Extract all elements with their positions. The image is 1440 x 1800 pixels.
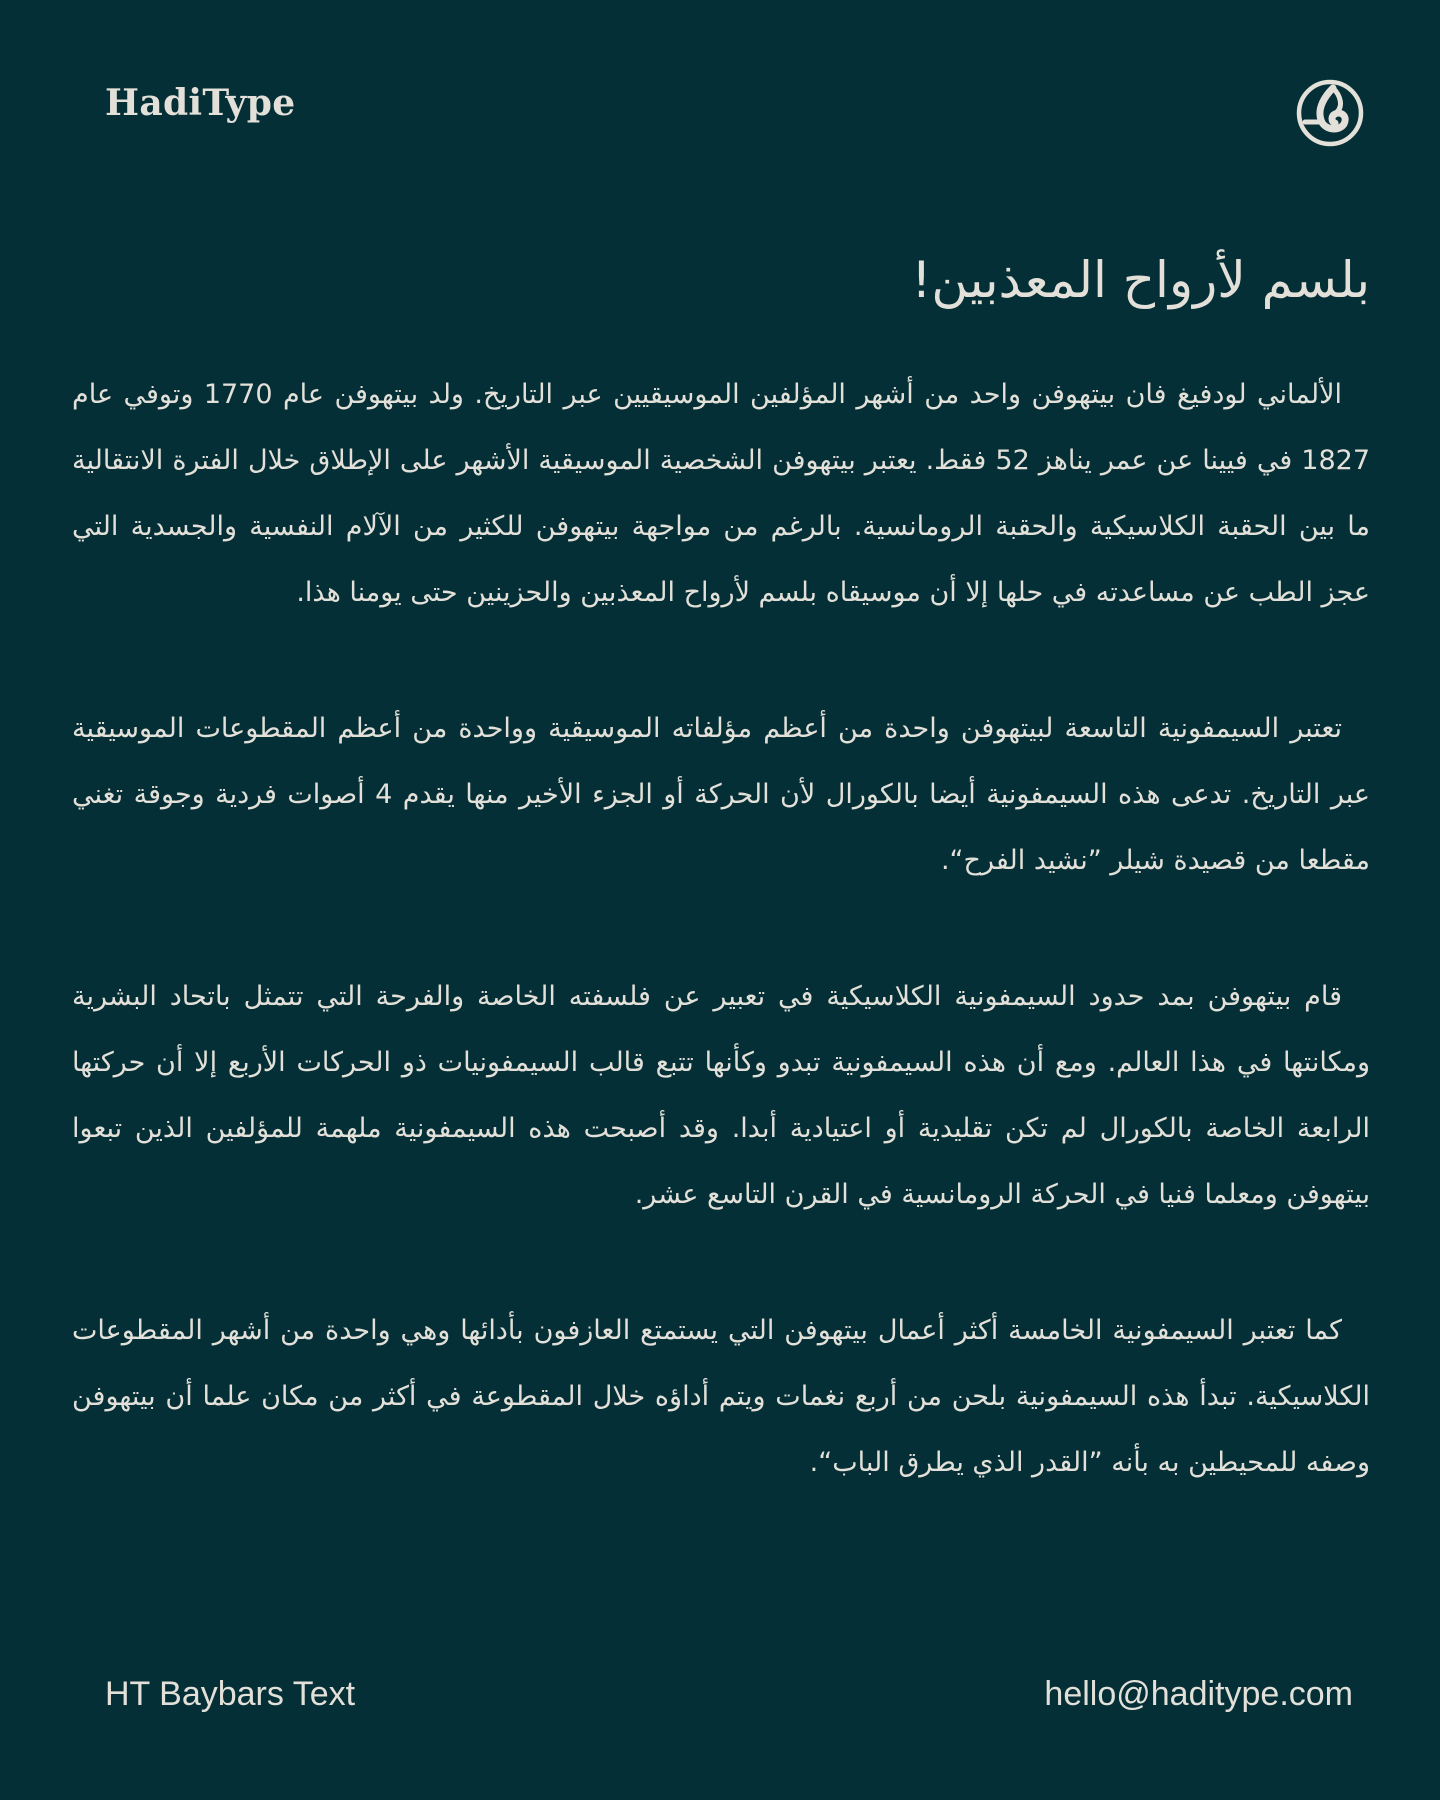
brand-wordmark[interactable] bbox=[105, 82, 295, 124]
contact-email-link[interactable]: hello@haditype.com bbox=[1044, 1675, 1353, 1713]
article-paragraph: كما تعتبر السيمفونية الخامسة أكثر أعمال بيتهوفن التي يستمتع العازفون بأدائها وهي واحدة من أشهر المقطوعات الكلاسيكية. تبدأ هذه السيمفونية بلحن من أربع نغمات ويتم أداؤه خلال المقطوعة في أكثر من مكان علما أن بيتهوفن وصفه للمحيطين به بأنه ”القدر الذي يطرق الباب“. bbox=[72, 1315, 1370, 1478]
brand-wordmark-rest: Type bbox=[202, 82, 296, 124]
typeface-name: HT Baybars Text bbox=[105, 1675, 356, 1713]
brand-wordmark-bold: Hadi bbox=[105, 82, 203, 124]
article-title: بلسم لأرواح المعذبين! bbox=[911, 251, 1370, 309]
leaf-monogram-icon[interactable] bbox=[1295, 78, 1365, 148]
article-paragraph: قام بيتهوفن بمد حدود السيمفونية الكلاسيكية في تعبير عن فلسفته الخاصة والفرحة التي تتمثل باتحاد البشرية ومكانتها في هذا العالم. ومع أن هذه السيمفونية تبدو وكأنها تتبع قالب السيمفونيات ذو الحركات الأربع إلا أن حركتها الرابعة الخاصة بالكورال لم تكن تقليدية أو اعتيادية أبدا. وقد أصبحت هذه السيمفونية ملهمة للمؤلفين الذين تبعوا بيتهوفن ومعلما فنيا في الحركة الرومانسية في القرن التاسع عشر. bbox=[72, 981, 1370, 1210]
article-paragraph: تعتبر السيمفونية التاسعة لبيتهوفن واحدة من أعظم مؤلفاته الموسيقية وواحدة من أعظم المقطوعات الموسيقية عبر التاريخ. تدعى هذه السيمفونية أيضا بالكورال لأن الحركة أو الجزء الأخير منها يقدم 4 أصوات فردية وجوقة تغني مقطعا من قصيدة شيلر ”نشيد الفرح“. bbox=[72, 713, 1371, 876]
article-paragraph: الألماني لودفيغ فان بيتهوفن واحد من أشهر المؤلفين الموسيقيين عبر التاريخ. ولد بيتهوفن عام 1770 وتوفي عام 1827 في فيينا عن عمر يناهز 52 فقط. يعتبر بيتهوفن الشخصية الموسيقية الأشهر على الإطلاق خلال الفترة الانتقالية ما بين الحقبة الكلاسيكية والحقبة الرومانسية. بالرغم من مواجهة بيتهوفن للكثير من الآلام النفسية والجسدية التي عجز الطب عن مساعدته في حلها إلا أن موسيقاه بلسم لأرواح المعذبين والحزينين حتى يومنا هذا. bbox=[72, 379, 1370, 608]
article bbox=[72, 240, 1370, 1566]
